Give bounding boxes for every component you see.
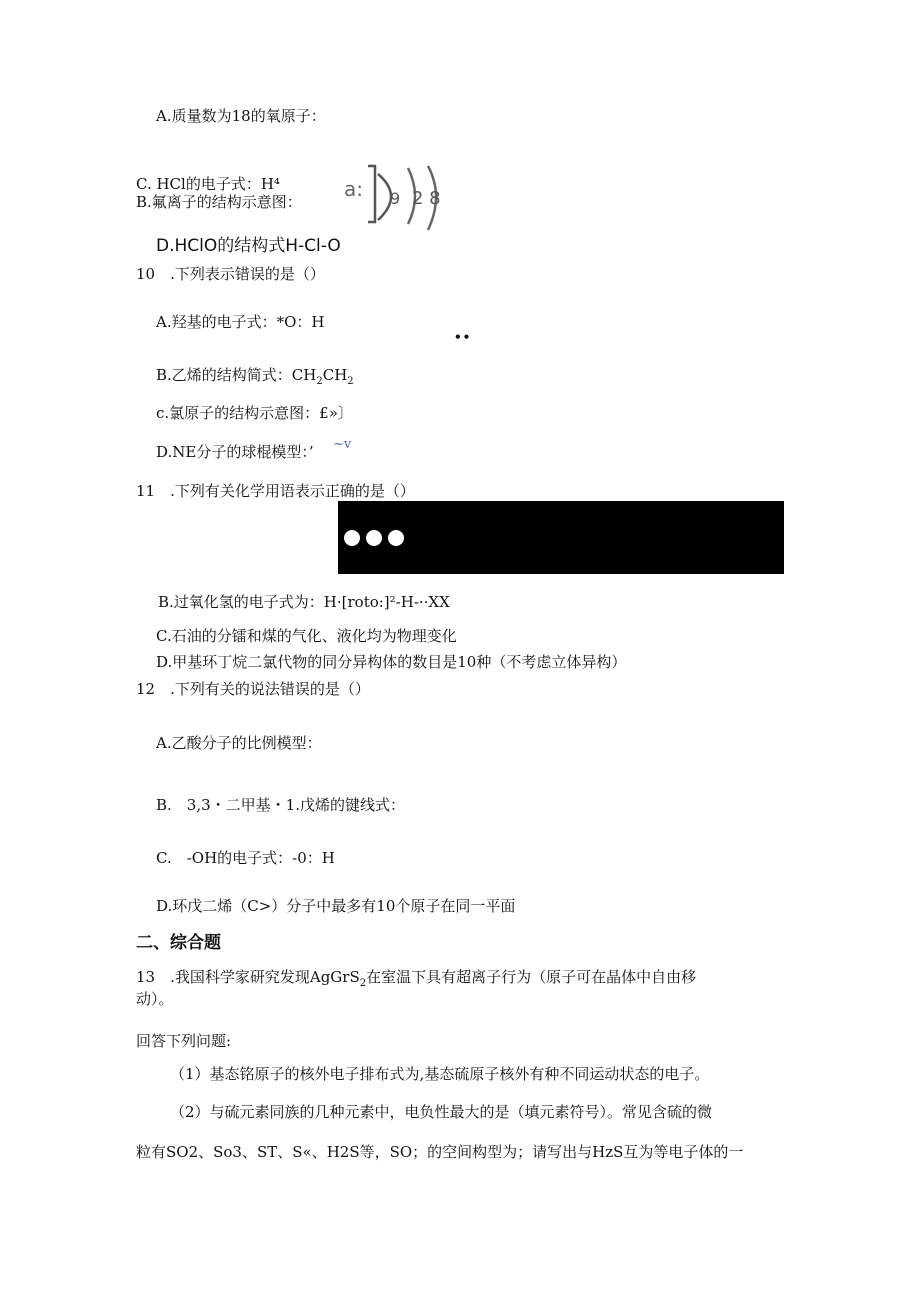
q10-option-c: c.氯原子的结构示意图：£»〕 [156, 404, 353, 422]
q11-option-b: B.过氧化氢的电子式为：H·[roto:]²-H-··XX [158, 593, 450, 611]
q11-option-d: D.甲基环丁烷二氯代物的同分异构体的数目是10种（不考虑立体异构） [156, 653, 627, 671]
q12-option-c: C. -OH的电子式：-0：H [156, 849, 335, 867]
q13-stem-line2: 动）。 [136, 990, 174, 1008]
q10-stem: 10 .下列表示错误的是（） [136, 265, 325, 283]
q13-stem-line1: 13 .我国科学家研究发现AgGrS$_2$在室温下具有超离子行为（原子可在晶体中自由移 [136, 968, 697, 989]
ball-stick-model-mark: ~v [333, 437, 352, 452]
white-dot-1 [344, 530, 360, 546]
q11-option-c: C.石油的分镭和煤的气化、液化均为物理变化 [156, 627, 457, 645]
q11-stem: 11 .下列有关化学用语表示正确的是（） [136, 482, 415, 500]
q13-part2-line1: （2）与硫元素同族的几种元素中，电负性最大的是（填元素符号）。常见含硫的微 [170, 1103, 713, 1121]
q9-option-c: C. HCl的电子式：H⁴ [136, 175, 280, 193]
nucleus-label: a: [344, 177, 363, 201]
q9-option-b: B.氟离子的结构示意图： [136, 193, 302, 211]
shell-electrons: 2 8 [412, 188, 441, 209]
q12-option-b: B. 3,3・二甲基・1.戊烯的键线式： [156, 796, 405, 814]
q10-option-d: D.NE分子的球棍模型：’ [156, 443, 314, 461]
q13-part1: （1）基态铭原子的核外电子排布式为,基态硫原子核外有种不同运动状态的电子。 [170, 1065, 710, 1083]
q12-stem: 12 .下列有关的说法错误的是（） [136, 680, 370, 698]
q9-option-a: A.质量数为18的氧原子： [156, 107, 326, 125]
white-dot-3 [388, 530, 404, 546]
electron-dots-mark: •• [454, 330, 472, 344]
q12-option-d: D.环戊二烯（C>）分子中最多有10个原子在同一平面 [156, 897, 516, 915]
q12-option-a: A.乙酸分子的比例模型： [156, 734, 322, 752]
white-dot-2 [366, 530, 382, 546]
q13-answer-prompt: 回答下列问题: [136, 1032, 232, 1050]
section-heading: 二、综合题 [136, 933, 221, 953]
q10-option-b: B.乙烯的结构简式：$CH_2CH_2$ [156, 366, 354, 387]
fluoride-ion-structure-diagram [342, 160, 454, 238]
q9-option-d: D.HClO的结构式H-Cl-O [156, 236, 341, 256]
q10-option-a: A.羟基的电子式：*O：H [156, 313, 325, 331]
q13-part2-line2: 粒有SO2、So3、ST、S«、H2S等，SO；的空间构型为；请写出与HzS互为等电子体的一 [136, 1143, 744, 1161]
nucleus-charge: 9 [390, 189, 401, 208]
redacted-image-block [338, 501, 784, 574]
